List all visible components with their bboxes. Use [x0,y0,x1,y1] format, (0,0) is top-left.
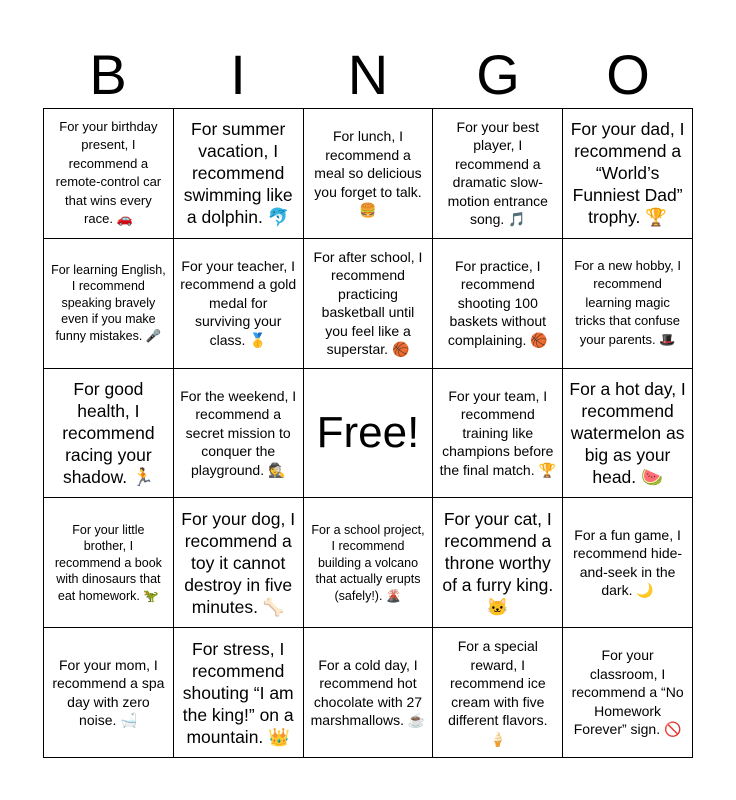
bingo-cell [433,109,563,239]
free-space [304,369,434,499]
cell-text: For your best player, I recommend a dramatic slow-motion entrance song. 🎵 [447,118,548,228]
cell-text: For lunch, I recommend a meal so delicious you forget to talk. 🍔 [314,128,422,219]
cell-text: For a cold day, I recommend hot chocolate with 27 marshmallows. ☕ [310,656,426,729]
bingo-cell [563,239,693,369]
cell-text: For your team, I recommend training like champions before the final match. 🏆 [439,387,556,478]
free-text: Free! [316,407,420,457]
cell-text: For a hot day, I recommend watermelon as big as your head. 🍉 [569,378,686,487]
cell-text: For stress, I recommend shouting “I am the king!” on a mountain. 👑 [182,638,294,747]
bingo-cell [304,498,434,628]
bingo-cell [174,628,304,758]
bingo-cell [44,628,174,758]
bingo-cell [174,239,304,369]
cell-text: For a school project, I recommend building a volcano that actually erupts (safely!). 🌋 [311,522,425,603]
cell-text: For summer vacation, I recommend swimming like a dolphin. 🐬 [183,119,293,228]
cell-text: For a fun game, I recommend hide-and-seek in the dark. 🌙 [573,526,683,599]
bingo-cell [563,628,693,758]
cell-text: For the weekend, I recommend a secret mission to conquer the playground. 🕵️ [180,387,297,478]
header-letter-i: I [230,43,246,106]
header-letter-b: B [89,43,127,106]
header-letter-g: G [476,43,520,106]
bingo-cell [304,239,434,369]
cell-text: For learning English, I recommend speaking bravely even if you make funny mistakes. 🎤 [51,262,166,343]
cell-text: For your mom, I recommend a spa day with zero noise. 🛁 [52,656,165,729]
bingo-cell [174,498,304,628]
cell-text: For your dad, I recommend a “World’s Funniest Dad” trophy. 🏆 [570,119,685,228]
bingo-cell [433,369,563,499]
cell-text: For a special reward, I recommend ice cream with five different flavors. 🍦 [448,638,548,747]
bingo-cell [44,498,174,628]
bingo-cell [44,369,174,499]
cell-text: For after school, I recommend practicing basketball until you feel like a superstar. 🏀 [313,248,423,358]
cell-text: For a new hobby, I recommend learning magic tricks that confuse your parents. 🎩 [574,257,681,347]
bingo-cell [174,369,304,499]
bingo-cell [433,628,563,758]
bingo-cell [174,109,304,239]
bingo-header [43,42,693,108]
cell-text: For your birthday present, I recommend a remote-control car that wins every race. 🚗 [55,118,162,227]
bingo-cell [563,109,693,239]
bingo-cell [563,369,693,499]
cell-text: For your dog, I recommend a toy it cannot destroy in five minutes. 🦴 [181,508,296,617]
bingo-cell [44,109,174,239]
bingo-cell [433,239,563,369]
bingo-cell [304,109,434,239]
bingo-cell [563,498,693,628]
cell-text: For practice, I recommend shooting 100 baskets without complaining. 🏀 [447,257,548,348]
bingo-cell [44,239,174,369]
cell-text: For good health, I recommend racing your shadow. 🏃 [62,378,155,487]
bingo-cell [433,498,563,628]
cell-text: For your teacher, I recommend a gold medal for surviving your class. 🥇 [180,257,297,348]
cell-text: For your little brother, I recommend a book with dinosaurs that eat homework. 🦖 [54,522,162,603]
bingo-cell [304,628,434,758]
cell-text: For your classroom, I recommend a “No Homework Forever” sign. 🚫 [571,647,684,738]
header-letter-n: N [347,43,389,106]
bingo-grid [43,108,693,758]
cell-text: For your cat, I recommend a throne worthy of a furry king. 🐱 [442,508,554,617]
header-letter-o: O [606,43,650,106]
